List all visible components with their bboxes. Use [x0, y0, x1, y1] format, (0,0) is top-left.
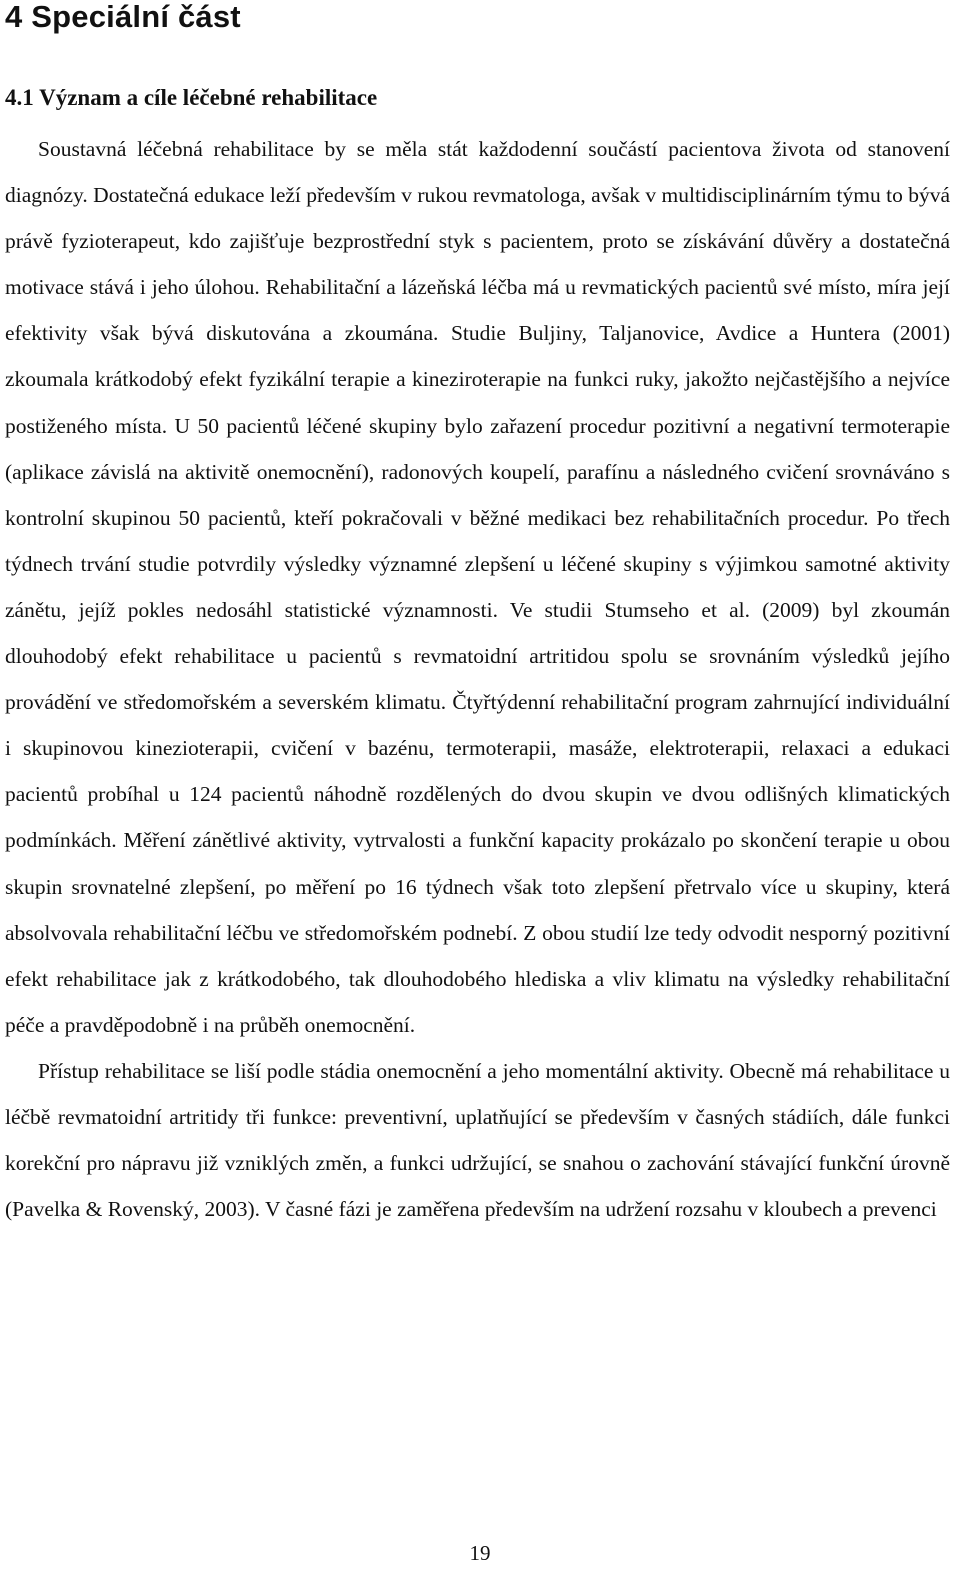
chapter-heading: 4 Speciální část [5, 0, 241, 34]
body-text [5, 126, 950, 1232]
page-number: 19 [469, 1541, 491, 1565]
section-heading: 4.1 Význam a cíle léčebné rehabilitace [5, 85, 378, 110]
paragraph-2: Přístup rehabilitace se liší podle stádia onemocnění a jeho momentální aktivity. Obecně má rehabilitace u léčbě revmatoidní artritidy tři funkce: preventivní, uplatňující se především v časných stádiích, dále funkci korekční pro nápravu již vzniklých změn, a funkci udržující, se snahou o zachování stávající funkční úrovně (Pavelka & Rovenský, 2003). V časné fázi je zaměřena především na udržení rozsahu v kloubech a prevenci [5, 1058, 950, 1222]
paragraph-1: Soustavná léčebná rehabilitace by se měla stát každodenní součástí pacientova života od stanovení diagnózy. Dostatečná edukace leží především v rukou revmatologa, avšak v multidisciplinárním týmu to bývá právě fyzioterapeut, kdo zajišťuje bezprostřední styk s pacientem, proto se získávání důvěry a dostatečná motivace stává i jeho úlohou. Rehabilitační a lázeňská léčba má u revmatických pacientů své místo, míra její efektivity však bývá diskutována a zkoumána. Studie Buljiny, Taljanovice, Avdice a Huntera (2001) zkoumala krátkodobý efekt fyzikální terapie a kineziroterapie na funkci ruky, jakožto nejčastějšího a nejvíce postiženého místa. U 50 pacientů léčené skupiny bylo zařazení procedur pozitivní a negativní termoterapie (aplikace závislá na aktivitě onemocnění), radonových koupelí, parafínu a následného cvičení srovnáváno s kontrolní skupinou 50 pacientů, kteří pokračovali v běžné medikaci bez rehabilitačních procedur. Po třech týdnech trvání studie potvrdily výsledky významné zlepšení u léčené skupiny s výjimkou samotné aktivity zánětu, jejíž pokles nedosáhl statistické významnosti. Ve studii Stumseho et al. (2009) byl zkoumán dlouhodobý efekt rehabilitace u pacientů s revmatoidní artritidou spolu se srovnáním výsledků jejího provádění ve středomořském a severském klimatu. Čtyřtýdenní rehabilitační program zahrnující individuální i skupinovou kinezioterapii, cvičení v bazénu, termoterapii, masáže, elektroterapii, relaxaci a edukaci pacientů probíhal u 124 pacientů náhodně rozdělených do dvou skupin ve dvou odlišných klimatických podmínkách. Měření zánětlivé aktivity, vytrvalosti a funkční kapacity prokázalo po skončení terapie u obou skupin srovnatelné zlepšení, po měření po 16 týdnech však toto zlepšení přetrvalo více u skupiny, která absolvovala rehabilitační léčbu ve středomořském podnebí. Z obou studií lze tedy odvodit nesporný pozitivní efekt rehabilitace jak z krátkodobého, tak dlouhodobého hlediska a vliv klimatu na výsledky rehabilitační péče a pravděpodobně i na průběh onemocnění. [5, 137, 950, 1037]
